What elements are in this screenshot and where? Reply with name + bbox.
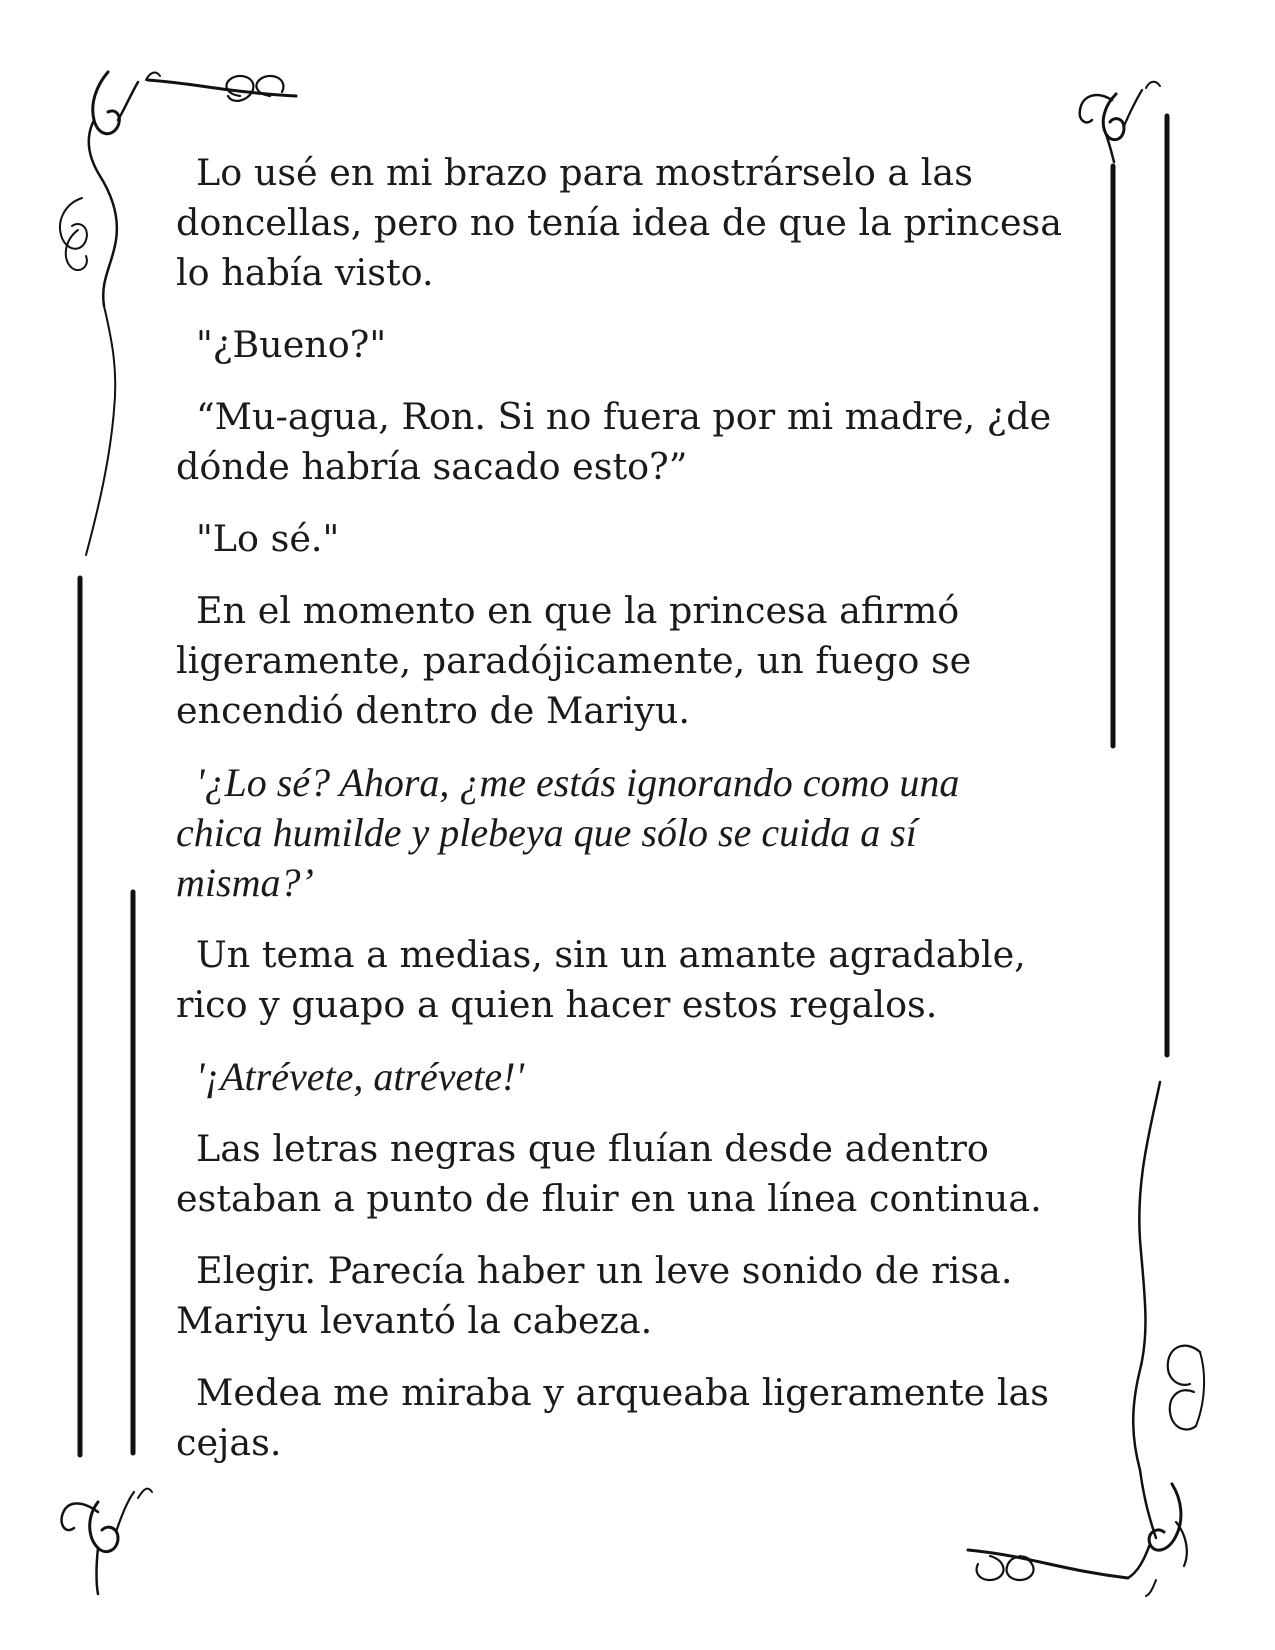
text-line: Medea me miraba y arqueaba ligeramente las (196, 1371, 1050, 1414)
text-line: Mariyu levantó la cabeza. (176, 1299, 653, 1342)
text-line: '¡Atrévete, atrévete!' (196, 1054, 525, 1099)
top-right-flourish-ornament (1080, 82, 1160, 162)
paragraph (176, 1124, 1091, 1224)
text-line: lo había visto. (176, 251, 434, 294)
text-line: Elegir. Parecía haber un leve sonido de risa. (196, 1249, 1013, 1292)
text-line: '¿Lo sé? Ahora, ¿me estás ignorando como una (196, 760, 960, 805)
thought-paragraph (176, 758, 1091, 908)
paragraph (176, 1246, 1091, 1346)
text-line: doncellas, pero no tenía idea de que la princesa (176, 201, 1063, 244)
text-line: Lo usé en mi brazo para mostrárselo a las (196, 151, 973, 194)
body-text (176, 148, 1091, 1490)
text-line: "¿Bueno?" (196, 323, 387, 366)
dialogue-paragraph (176, 514, 1091, 564)
bottom-left-flourish-ornament (62, 1489, 152, 1594)
text-line: rico y guapo a quien hacer estos regalos. (176, 983, 938, 1026)
paragraph (176, 148, 1091, 298)
text-line: chica humilde y plebeya que sólo se cuida a sí (176, 810, 917, 855)
paragraph (176, 1368, 1091, 1468)
thought-paragraph (176, 1052, 1091, 1102)
text-line: dónde habría sacado esto?” (176, 445, 688, 488)
text-line: ligeramente, paradójicamente, un fuego se (176, 639, 972, 682)
text-line: "Lo sé." (196, 517, 340, 560)
text-line: Las letras negras que fluían desde adentro (196, 1127, 989, 1170)
text-line: misma?’ (176, 860, 314, 905)
text-line: En el momento en que la princesa afirmó (196, 589, 960, 632)
text-line: “Mu-agua, Ron. Si no fuera por mi madre, ¿de (196, 395, 1052, 438)
paragraph (176, 586, 1091, 736)
text-line: encendió dentro de Mariyu. (176, 689, 690, 732)
text-line: cejas. (176, 1421, 282, 1464)
dialogue-paragraph (176, 392, 1091, 492)
text-line: Un tema a medias, sin un amante agradable, (196, 933, 1026, 976)
paragraph (176, 930, 1091, 1030)
text-line: estaban a punto de fluir en una línea continua. (176, 1177, 1042, 1220)
dialogue-paragraph (176, 320, 1091, 370)
